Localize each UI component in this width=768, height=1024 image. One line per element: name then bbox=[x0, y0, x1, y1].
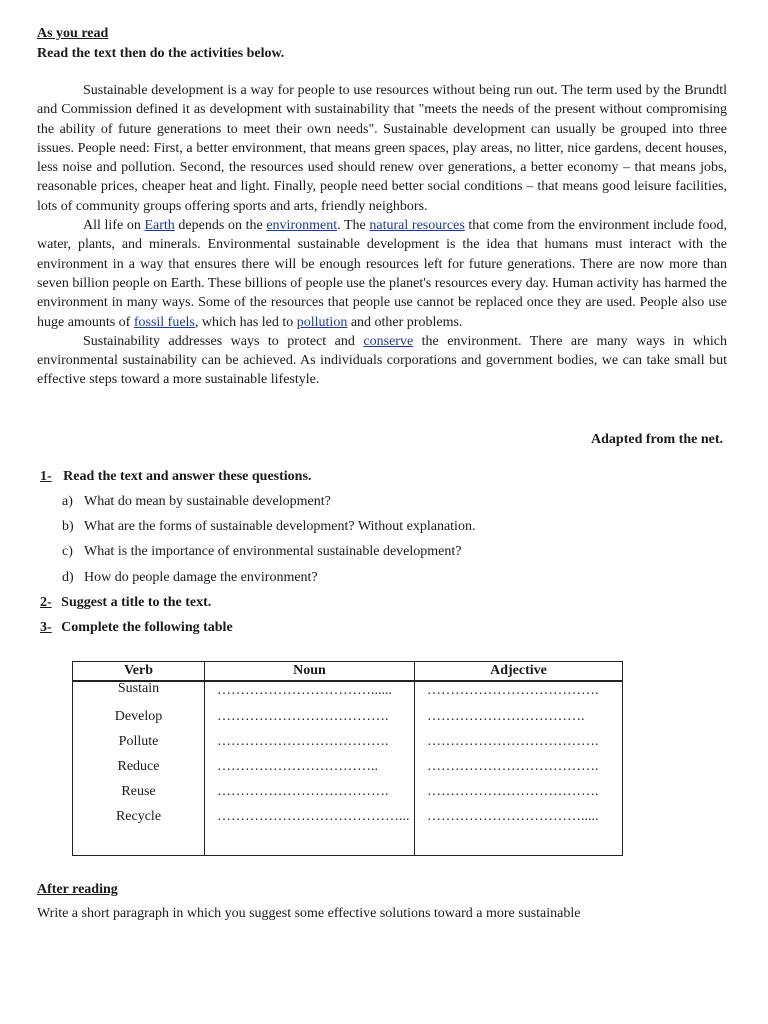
question-text: What is the importance of environmental sustainable development? bbox=[84, 544, 462, 559]
reading-text bbox=[37, 81, 727, 390]
question-label: a) bbox=[62, 494, 73, 509]
p2-text-c: . The bbox=[337, 218, 370, 234]
question-text: How do people damage the environment? bbox=[84, 570, 318, 585]
adjective-blank[interactable]: ……………………………. bbox=[427, 709, 585, 724]
word-forms-table bbox=[72, 661, 623, 856]
adjective-blank[interactable]: ………………………………. bbox=[427, 759, 599, 774]
noun-blank[interactable]: ………………………………. bbox=[217, 784, 389, 799]
question-label: b) bbox=[62, 519, 74, 534]
verb-column bbox=[73, 681, 205, 856]
verb-cell: Reduce bbox=[117, 759, 160, 774]
verb-cell: Sustain bbox=[117, 681, 160, 696]
header-noun: Noun bbox=[205, 662, 415, 682]
instruction: Read the text then do the activities below. bbox=[37, 46, 285, 61]
adjective-blank[interactable]: ………………………………. bbox=[427, 784, 599, 799]
link-pollution[interactable]: pollution bbox=[296, 314, 348, 330]
activity-1-number: 1- bbox=[40, 469, 52, 484]
question-text: What are the forms of sustainable development? Without explanation. bbox=[84, 519, 476, 534]
p3-text-a: Sustainability addresses ways to protect and bbox=[83, 333, 364, 349]
p2-text-b: depends on the bbox=[174, 218, 267, 234]
section-title-after-reading: After reading bbox=[37, 882, 118, 897]
noun-blank[interactable]: …………………………….. bbox=[217, 759, 378, 774]
question-b bbox=[62, 519, 475, 535]
noun-blank[interactable]: ………………………………. bbox=[217, 734, 389, 749]
question-label: d) bbox=[62, 570, 74, 585]
header-adjective: Adjective bbox=[415, 662, 623, 682]
section-title-as-you-read: As you read bbox=[37, 26, 109, 41]
verb-cell: Reuse bbox=[121, 784, 156, 799]
p2-text-a: All life on bbox=[83, 218, 145, 234]
activity-3-title: Complete the following table bbox=[61, 620, 233, 635]
question-text: What do mean by sustainable development? bbox=[84, 494, 331, 509]
adjective-blank[interactable]: ………………………………. bbox=[427, 734, 599, 749]
link-conserve[interactable]: conserve bbox=[363, 333, 414, 349]
paragraph-1: Sustainable development is a way for people to use resources without being run out. The term used by the Brundtl and Commission defined it as development with sustainability that "meets the needs of the present without compromising the ability of future generations to meet their own needs". Sustainable development can usually be grouped into three issues. People need: First, a better environment, that means green spaces, play areas, no litter, nice gardens, decent houses, less noise and pollution. Second, the resources used should renew over generations, a better economy – that means jobs, reasonable prices, cheaper heat and light. Finally, people need better social conditions – that means good leisure facilities, lots of community groups offering sports and arts, friendly neighbors. bbox=[37, 83, 727, 214]
source-note: Adapted from the net. bbox=[591, 432, 723, 447]
activity-1 bbox=[40, 469, 311, 485]
noun-blank[interactable]: …………………………………... bbox=[217, 809, 410, 824]
verb-cell: Recycle bbox=[115, 809, 162, 824]
paragraph-2 bbox=[37, 216, 727, 332]
verb-cell: Pollute bbox=[118, 734, 159, 749]
link-natural-resources[interactable]: natural resources bbox=[369, 218, 465, 234]
verb-cell: Develop bbox=[114, 709, 163, 724]
noun-blank[interactable]: ……………………………...... bbox=[217, 683, 392, 698]
p2-text-e: , which has led to bbox=[194, 314, 297, 330]
link-environment[interactable]: environment bbox=[266, 218, 338, 234]
p3-text-b: the environment. There are many ways in which environmental sustainability can be achieved. As individuals corporations and government bodies, we can take small but effective steps toward a more sustainable lifestyle. bbox=[37, 333, 727, 388]
p2-text-d: that come from the environment include food, water, plants, and minerals. Environmental sustainable development is the idea that humans must interact with the environment in a way that ensures there will be enough resources left for future generations. There are now more than seven billion people on Earth. These billions of people use the planet's resources every day. Human activity has harmed the environment in many ways. Some of the resources that people use cannot be replaced once they are used. People also use huge amounts of bbox=[37, 218, 728, 330]
paragraph-3 bbox=[37, 332, 727, 390]
adjective-blank[interactable]: ……………………………..... bbox=[427, 809, 599, 824]
header-verb: Verb bbox=[73, 662, 205, 682]
activity-2 bbox=[40, 595, 211, 611]
question-d bbox=[62, 570, 318, 586]
question-a bbox=[62, 494, 331, 510]
link-earth[interactable]: Earth bbox=[144, 218, 175, 234]
activity-2-number: 2- bbox=[40, 595, 52, 610]
activity-1-title: Read the text and answer these questions. bbox=[63, 469, 312, 484]
noun-column[interactable] bbox=[205, 681, 415, 856]
adjective-column[interactable] bbox=[415, 681, 623, 856]
table-body-row bbox=[73, 681, 623, 856]
noun-blank[interactable]: ………………………………. bbox=[217, 709, 389, 724]
question-label: c) bbox=[62, 544, 73, 559]
after-reading-instruction: Write a short paragraph in which you suggest some effective solutions toward a more sustainable bbox=[37, 906, 581, 921]
activity-3 bbox=[40, 620, 233, 636]
adjective-blank[interactable]: ………………………………. bbox=[427, 683, 599, 698]
activity-2-title: Suggest a title to the text. bbox=[61, 595, 212, 610]
p2-text-f: and other problems. bbox=[347, 314, 463, 330]
table-header-row bbox=[73, 662, 623, 682]
link-fossil-fuels[interactable]: fossil fuels bbox=[133, 314, 195, 330]
question-c bbox=[62, 544, 462, 560]
activity-3-number: 3- bbox=[40, 620, 52, 635]
